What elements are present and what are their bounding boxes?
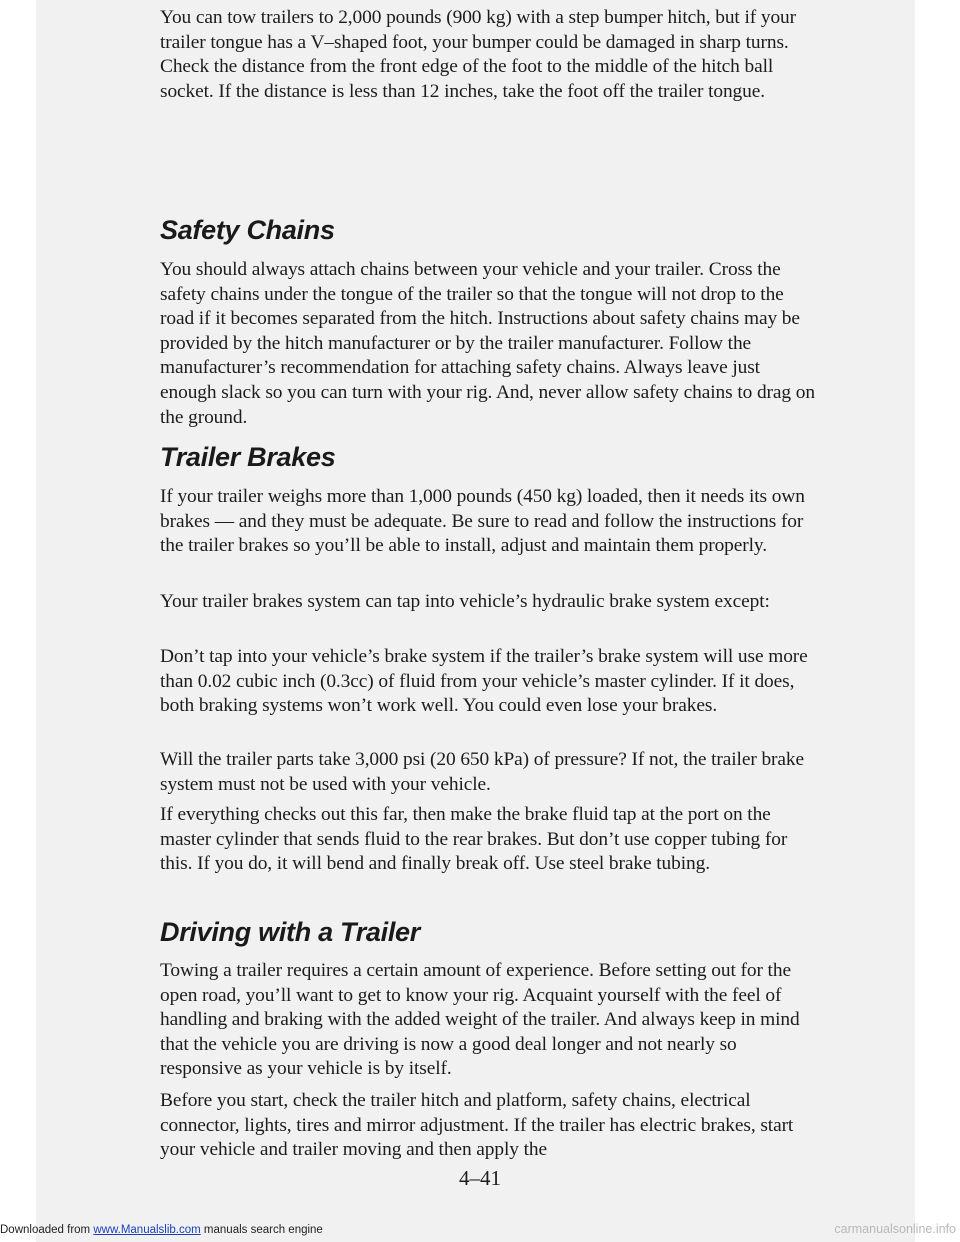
page-number: 4–41 [459, 1166, 501, 1190]
page-right-margin [915, 0, 960, 1242]
paragraph-trailer-brakes-3: Don’t tap into your vehicle’s brake system if the trailer’s brake system will use more than 0.02 cubic inch (0.3cc) of fluid from your vehicle’s master cylinder. If it does, both braking systems won’t work well. You could even lose your brakes. [160, 646, 808, 717]
paragraph-trailer-brakes-4: Will the trailer parts take 3,000 psi (20 650 kPa) of pressure? If not, the trailer brake system must not be used with your vehicle. [160, 749, 805, 795]
watermark: carmanualsonline.info [834, 1222, 956, 1236]
footer-suffix: manuals search engine [203, 1224, 323, 1236]
paragraph-driving-2: Before you start, check the trailer hitch and platform, safety chains, electrical connector, lights, tires and mirror adjustment. If the trailer has electric brakes, start your vehicle and trailer moving and then apply the [160, 1090, 794, 1161]
download-footer [0, 1224, 323, 1236]
paragraph-trailer-brakes-1: If your trailer weighs more than 1,000 pounds (450 kg) loaded, then it needs its own brakes — and they must be adequate. Be sure to read and follow the instructions for the trailer brakes so you’ll be able to install, adjust and maintain them properly. [160, 486, 805, 557]
heading-trailer-brakes: Trailer Brakes [160, 442, 336, 472]
manualslib-link[interactable]: www.Manualslib.com [93, 1224, 201, 1236]
heading-driving-with-trailer: Driving with a Trailer [160, 917, 420, 947]
paragraph-hitch: You can tow trailers to 2,000 pounds (900 kg) with a step bumper hitch, but if your trailer tongue has a V–shaped foot, your bumper could be damaged in sharp turns. Check the distance from the front edge of the foot to the middle of the hitch ball socket. If the distance is less than 12 inches, take the foot off the trailer tongue. [160, 7, 797, 102]
heading-safety-chains: Safety Chains [160, 215, 335, 245]
paragraph-trailer-brakes-2: Your trailer brakes system can tap into vehicle’s hydraulic brake system except: [160, 591, 770, 612]
paragraph-safety-chains: You should always attach chains between your vehicle and your trailer. Cross the safety chains under the tongue of the trailer so that the tongue will not drop to the road if it becomes separated from the hitch. Instructions about safety chains may be provided by the hitch manufacturer or by the trailer manufacturer. Follow the manufacturer’s recommendation for attaching safety chains. Always leave just enough slack so you can turn with your rig. And, never allow safety chains to drag on the ground. [160, 259, 815, 428]
page-left-margin [0, 0, 36, 1242]
paragraph-trailer-brakes-5: If everything checks out this far, then make the brake fluid tap at the port on the master cylinder that sends fluid to the rear brakes. But don’t use copper tubing for this. If you do, it will bend and finally break off. Use steel brake tubing. [160, 804, 788, 875]
footer-prefix: Downloaded from [0, 1224, 91, 1236]
paragraph-driving-1: Towing a trailer requires a certain amount of experience. Before setting out for the open road, you’ll want to get to know your rig. Acquaint yourself with the feel of handling and braking with the added weight of the trailer. And always keep in mind that the vehicle you are driving is now a good deal longer and not nearly so responsive as your vehicle is by itself. [160, 960, 800, 1080]
